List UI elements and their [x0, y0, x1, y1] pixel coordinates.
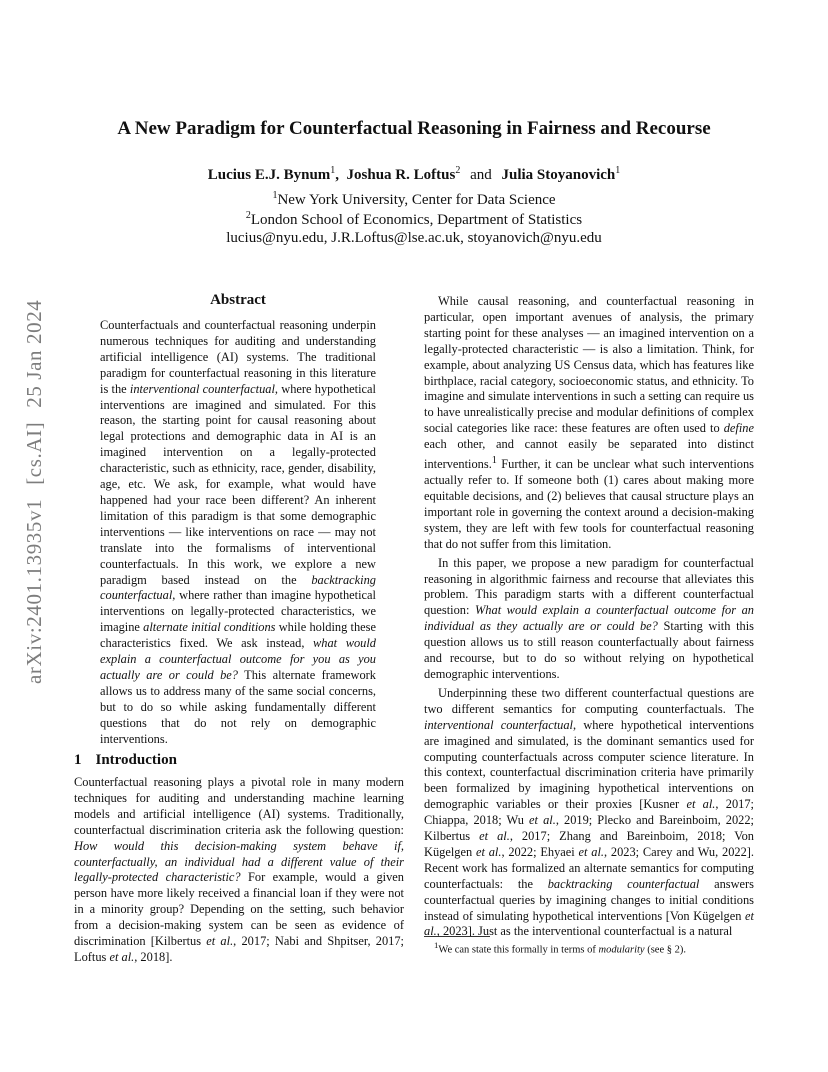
- right-column-text: [424, 294, 754, 943]
- footnote: $^1$We can state this formally in terms of modularity (see § 2).: [434, 940, 686, 956]
- arxiv-date: 25 Jan 2024: [22, 299, 46, 408]
- body-paragraph: While causal reasoning, and counterfactual reasoning in particular, open important avenues of analysis, the primary starting point for these analyses — an imagined intervention on a legally-protected characteristic — is also a limitation. Think, for example, about analyzing US Census data, which has features like birthplace, racial category, socioeconomic status, and ethnicity. To imagine and simulate interventions in such a setting can require us to have unrealistically precise and modular definitions of complex social categories like race: these features are often used to define each other, and cannot easily be separated into distinct interventions.$^1$ Further, it can be unclear what such interventions actually refer to. If someone both (1) cares about making more equitable decisions, and (2) believes that causal structure plays an important role in governing the context around a decision-making system, they are left with few tools for counterfactual reasoning that do not suffer from this limitation.: [424, 294, 754, 551]
- author-name: Joshua R. Loftus: [346, 167, 456, 183]
- footnote-marker: 1: [491, 455, 497, 467]
- affiliation-text: New York University, Center for Data Science: [277, 192, 556, 208]
- section-number: 1: [74, 752, 82, 768]
- arxiv-sidebar-stamp: [22, 298, 62, 684]
- author-name: Lucius E.J. Bynum: [207, 167, 331, 183]
- author-list: [0, 165, 828, 184]
- author-affil-mark: 2: [455, 165, 461, 176]
- body-paragraph: In this paper, we propose a new paradigm for counterfactual reasoning in algorithmic fairness and recourse that alleviates this problem. This paradigm starts with a different counterfactual question: What would explain a counterfactual outcome for an individual as they actually are or could be? Starting with this question allows us to still reason counterfactually about fairness and recourse, but to do so without relying on hypothetical demographic interventions.: [424, 555, 755, 681]
- section-title: Introduction: [95, 752, 177, 768]
- author-affil-mark: 1: [615, 165, 621, 176]
- author-and: and: [470, 167, 492, 183]
- affiliation: [0, 190, 828, 209]
- affiliation-mark: 2: [245, 210, 251, 221]
- affiliation: [0, 210, 828, 229]
- abstract-body: Counterfactuals and counterfactual reasoning underpin numerous techniques for auditing and understanding artificial intelligence (AI) systems. The traditional paradigm for counterfactual reasoning in this literature is the interventional counterfactual, where hypothetical interventions are imagined and simulated. For this reason, the starting point for causal reasoning about legal protections and demographic data in AI is an imagined intervention on a legally-protected characteristic, such as ethnicity, race, gender, disability, age, etc. We ask, for example, what would have happened had your race been different? An inherent limitation of this paradigm is that some demographic interventions — like interventions on race — may not translate into the formalisms of interventional counterfactuals. In this work, we explore a new paradigm based instead on the backtracking counterfactual, where rather than imagine hypothetical interventions on legally-protected characteristics, we imagine alternate initial conditions while holding these characteristics fixed. We ask instead, what would explain a counterfactual outcome for you as you actually are or could be? This alternate framework allows us to address many of the same social concerns, but to do so while asking fundamentally different questions that do not rely on demographic interventions.: [100, 318, 376, 746]
- affiliation-text: London School of Economics, Department of Statistics: [250, 212, 583, 228]
- section-heading-introduction: [74, 752, 177, 769]
- arxiv-category: [cs.AI]: [22, 421, 46, 485]
- body-paragraph: Underpinning these two different counterfactual questions are two different semantics for computing counterfactuals. The interventional counterfactual, where hypothetical interventions are imagined and simulated, is the dominant semantics used for computing counterfactuals across computer science literature. In this context, counterfactual discrimination criteria have primarily been formalized by imagining hypothetical interventions on demographic variables or their proxies [Kusner et al., 2017; Chiappa, 2018; Wu et al., 2019; Plecko and Bareinboim, 2022; Kilbertus et al., 2017; Zhang and Bareinboim, 2018; Von Kügelgen et al., 2022; Ehyaei et al., 2023; Carey and Wu, 2022]. Recent work has formalized an alternate semantics for computing counterfactuals: the backtracking counterfactual answers counterfactual queries by imagining changes to initial conditions instead of simulating hypothetical interventions [Von Kügelgen et al., 2023]. Just as the interventional counterfactual is a natural: [424, 685, 755, 939]
- author-emails: lucius@nyu.edu, J.R.Loftus@lse.ac.uk, stoyanovich@nyu.edu: [226, 230, 602, 246]
- abstract-heading: Abstract: [210, 292, 266, 308]
- arxiv-id: arXiv:2401.13935v1: [22, 498, 46, 684]
- footnote-number: 1: [434, 940, 439, 950]
- author-separator: ,: [335, 167, 340, 183]
- paper-title: A New Paradigm for Counterfactual Reasoning in Fairness and Recourse: [117, 118, 711, 139]
- footnote-rule: [424, 936, 490, 937]
- author-affil-mark: 1: [330, 165, 336, 176]
- author-name: Julia Stoyanovich: [501, 167, 616, 183]
- affiliation-mark: 1: [272, 190, 278, 201]
- introduction-paragraph: Counterfactual reasoning plays a pivotal role in many modern techniques for auditing and understanding machine learning models and artificial intelligence (AI) systems. Traditionally, counterfactual discrimination criteria ask the following question: How would this decision-making system behave if, counterfactually, an individual had a different value of their legally-protected characteristic? For example, would a given person have more likely received a financial loan if they were not in a minority group? Depending on the setting, such behavior from a decision-making system can be seen as evidence of discrimination [Kilbertus et al., 2017; Nabi and Shpitser, 2017; Loftus et al., 2018].: [74, 775, 405, 964]
